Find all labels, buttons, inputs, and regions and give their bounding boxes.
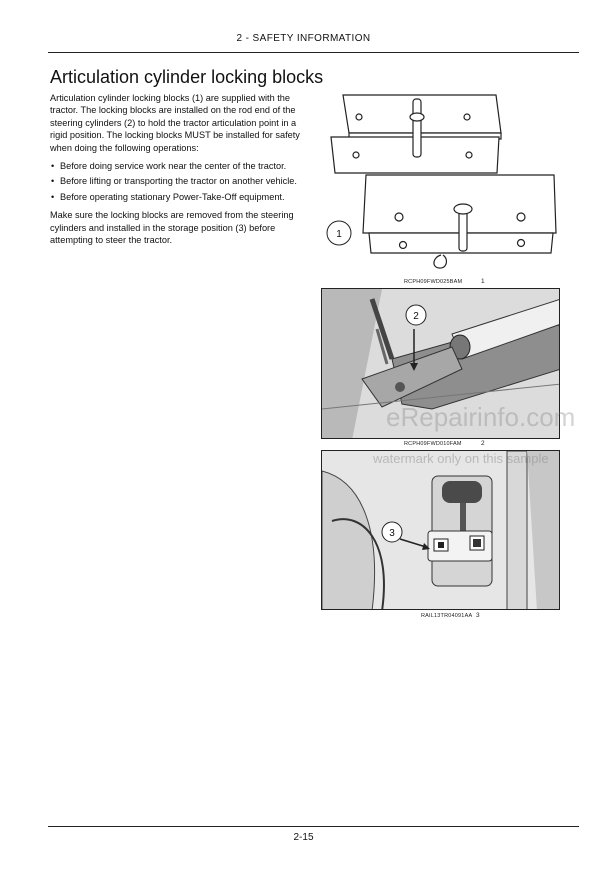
figure-3-code: RAIL13TR04091AA (421, 613, 473, 619)
watermark-site: eRepairinfo.com (386, 402, 576, 432)
list-item-text: Before operating stationary Power-Take-Off equipment. (60, 191, 285, 202)
storage-position-illustration (322, 451, 560, 610)
intro-paragraph: Articulation cylinder locking blocks (1) are supplied with the tractor. The locking blocks are installed on the rod end of the steering cylinders (2) to hold the tractor articulation point in a rigid position. The locking blocks MUST be installed for safety when doing the following operations: (50, 93, 300, 153)
callout-3-label: 3 (389, 528, 395, 539)
body-text (50, 92, 310, 252)
header-divider (48, 52, 579, 53)
figure-3-storage-position-photo (321, 450, 560, 610)
figure-2-code: RCPH09FWD010FAM (404, 441, 462, 447)
callout-1-label: 1 (336, 229, 342, 240)
figure-2-number: 2 (481, 440, 485, 447)
callout-2-label: 2 (413, 311, 419, 322)
footer-divider (48, 826, 579, 827)
locking-blocks-illustration (321, 87, 561, 275)
page-title: Articulation cylinder locking blocks (50, 67, 324, 87)
closing-paragraph: Make sure the locking blocks are removed from the steering cylinders and installed in the storage position (3) before attempting to steer the tractor. (50, 210, 294, 246)
list-item: • Before doing service work near the center of the tractor. (51, 161, 287, 172)
page-number: 2-15 (293, 832, 314, 843)
figure-1-locking-blocks (321, 87, 561, 275)
bullet-list (50, 160, 310, 203)
list-item-text: Before lifting or transporting the tractor on another vehicle. (60, 176, 297, 187)
list-item: • Before operating stationary Power-Take-Off equipment. (51, 191, 285, 202)
figure-3-number: 3 (476, 612, 480, 619)
list-item-text: Before doing service work near the center of the tractor. (60, 161, 287, 172)
figure-1-number: 1 (481, 278, 485, 285)
section-header: 2 - SAFETY INFORMATION (236, 33, 371, 44)
figure-1-code: RCPH09FWD025BAM (404, 279, 463, 285)
watermark-note: watermark only on this sample (373, 451, 549, 466)
list-item: • Before lifting or transporting the tractor on another vehicle. (51, 176, 297, 187)
